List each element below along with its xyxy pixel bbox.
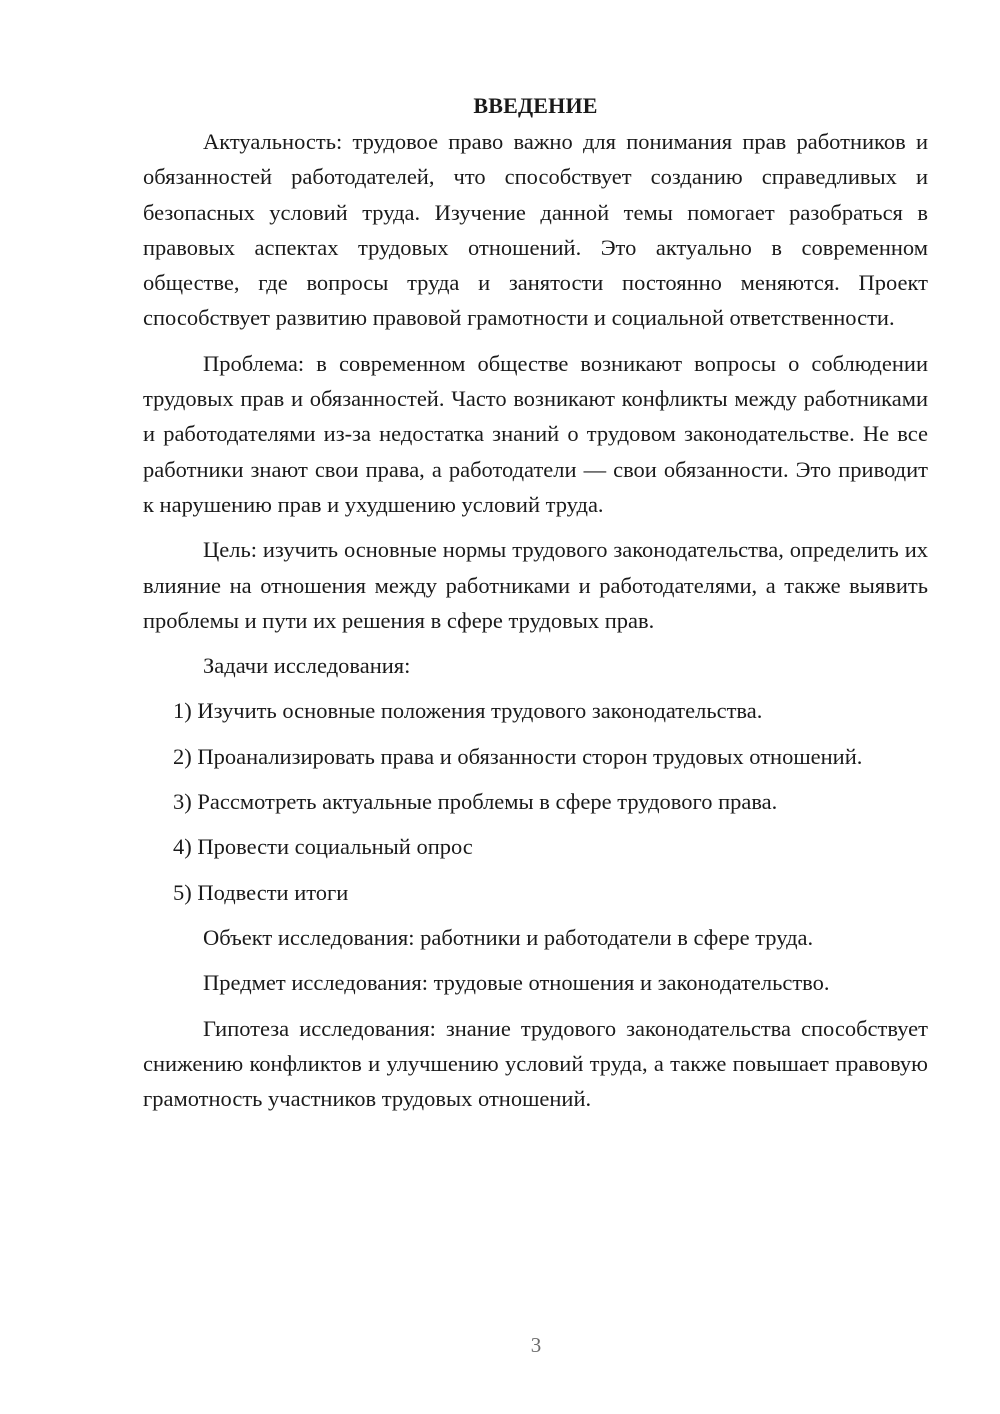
paragraph-object: Объект исследования: работники и работодатели в сфере труда. <box>203 924 814 950</box>
tasks-title: Задачи исследования: <box>203 653 411 679</box>
paragraph-goal: Цель: изучить основные нормы трудового законодательства, определить их влияние на отношения между работниками и работодателями, а также выявить проблемы и пути их решения в сфере трудовых прав. <box>143 537 928 633</box>
task-item-2: 2) Проанализировать права и обязанности сторон трудовых отношений. <box>173 743 863 769</box>
paragraph-subject: Предмет исследования: трудовые отношения и законодательство. <box>203 970 830 996</box>
page-title: ВВЕДЕНИЕ <box>473 93 598 118</box>
task-item-3: 3) Рассмотреть актуальные проблемы в сфере трудового права. <box>173 789 778 815</box>
paragraph-problem: Проблема: в современном обществе возникают вопросы о соблюдении трудовых прав и обязанностей. Часто возникают конфликты между работниками и работодателями из-за недостатка знаний о трудовом законодательстве. Не все работники знают свои права, а работодатели — свои обязанности. Это приводит к нарушению прав и ухудшению условий труда. <box>143 350 928 517</box>
paragraph-hypothesis: Гипотеза исследования: знание трудового законодательства способствует снижению конфликтов и улучшению условий труда, а также повышает правовую грамотность участников трудовых отношений. <box>143 1015 928 1112</box>
page-number: 3 <box>530 1333 542 1357</box>
page-content <box>143 88 928 1126</box>
task-item-4: 4) Провести социальный опрос <box>173 834 473 860</box>
task-item-1: 1) Изучить основные положения трудового законодательства. <box>173 698 763 724</box>
task-item-5: 5) Подвести итоги <box>173 879 349 905</box>
paragraph-relevance: Актуальность: трудовое право важно для понимания прав работников и обязанностей работодателей, что способствует созданию справедливых и безопасных условий труда. Изучение данной темы помогает разобраться в правовых аспектах трудовых отношений. Это актуально в современном обществе, где вопросы труда и занятости постоянно меняются. Проект способствует развитию правовой грамотности и социальной ответственности. <box>143 129 928 331</box>
